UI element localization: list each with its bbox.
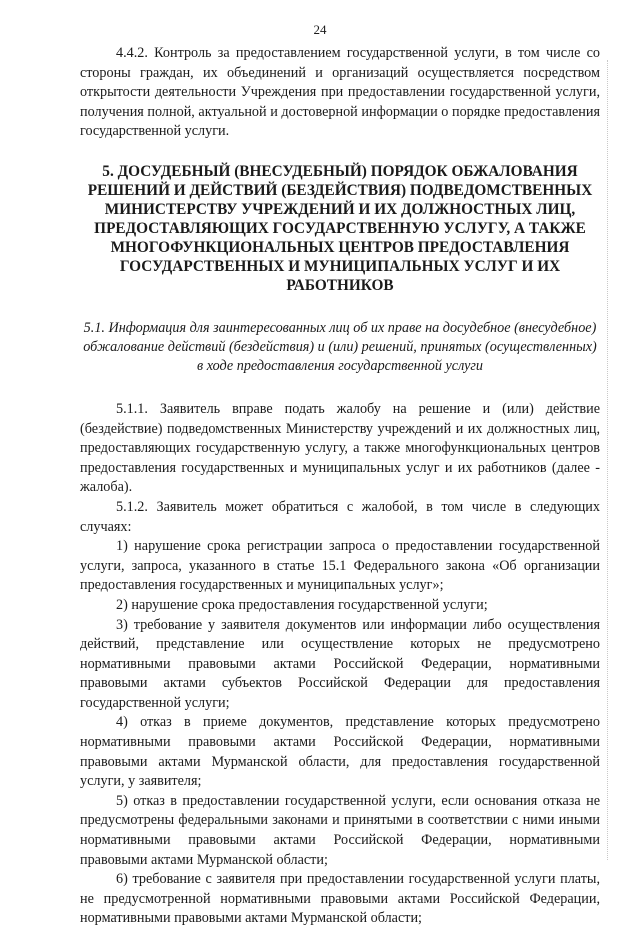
scan-margin-line: [607, 60, 608, 860]
list-item-6: 6) требование с заявителя при предоставлении государственной услуги платы, не предусмотренной нормативными правовыми актами Российской Федерации, нормативными правовыми актами Мурманской области;: [80, 871, 600, 927]
list-item-1: 1) нарушение срока регистрации запроса о предоставлении государственной услуги, запроса, указанного в статье 15.1 Федерального закона «Об организации предоставления государственных и муниципальных услуг»;: [80, 538, 600, 594]
list-item-2: 2) нарушение срока предоставления государственной услуги;: [116, 596, 488, 613]
list-item-4: 4) отказ в приеме документов, представление которых предусмотрено нормативными правовыми актами Российской Федерации, нормативными правовыми актами Мурманской области, для предоставления государственной услуги, у заявителя;: [80, 714, 600, 790]
section-5-heading: 5. ДОСУДЕБНЫЙ (ВНЕСУДЕБНЫЙ) ПОРЯДОК ОБЖАЛОВАНИЯ РЕШЕНИЙ И ДЕЙСТВИЙ (БЕЗДЕЙСТВИЯ) ПОДВЕДОМСТВЕННЫХ МИНИСТЕРСТВУ УЧРЕЖДЕНИЙ И ИХ ДОЛЖНОСТНЫХ ЛИЦ, ПРЕДОСТАВЛЯЮЩИХ ГОСУДАРСТВЕННУЮ УСЛУГУ, А ТАКЖЕ МНОГОФУНКЦИОНАЛЬНЫХ ЦЕНТРОВ ПРЕДОСТАВЛЕНИЯ ГОСУДАРСТВЕННЫХ И МУНИЦИПАЛЬНЫХ УСЛУГ И ИХ РАБОТНИКОВ: [87, 162, 593, 294]
paragraph-4-4-2: 4.4.2. Контроль за предоставлением государственной услуги, в том числе со стороны граждан, их объединений и организаций осуществляется посредством открытости деятельности Учреждения при предоставлении государственной услуги, получения полной, актуальной и достоверной информации о порядке предоставления государственной услуги.: [80, 45, 600, 140]
list-item-5: 5) отказ в предоставлении государственной услуги, если основания отказа не предусмотрены федеральными законами и принятыми в соответствии с ними иными нормативными правовыми актами Российской Федерации, нормативными правовыми актами Мурманской области;: [80, 792, 600, 868]
page-content: [80, 44, 600, 929]
list-item-3: 3) требование у заявителя документов или информации либо осуществления действий, представление или осуществление которых не предусмотрено нормативными правовыми актами Российской Федерации, нормативными правовыми актами субъектов Российской Федерации для предоставления государственной услуги;: [80, 616, 600, 711]
page-number: 24: [313, 22, 327, 37]
clause-5-1-2: 5.1.2. Заявитель может обратиться с жалобой, в том числе в следующих случаях:: [80, 498, 600, 535]
subsection-5-1-heading: 5.1. Информация для заинтересованных лиц об их праве на досудебное (внесудебное) обжалование действий (бездействия) и (или) решений, принятых (осуществленных) в ходе предоставления государственной услуги: [83, 319, 597, 374]
clause-5-1-1: 5.1.1. Заявитель вправе подать жалобу на решение и (или) действие (бездействие) подведомственных Министерству учреждений и их должностных лиц, предоставляющих государственную услугу, а также многофункциональных центров предоставления государственных и муниципальных услуг и их работников (далее - жалоба).: [80, 400, 600, 496]
